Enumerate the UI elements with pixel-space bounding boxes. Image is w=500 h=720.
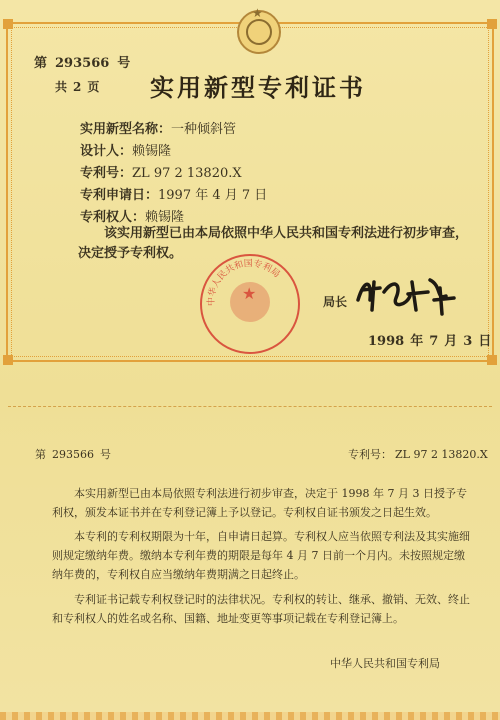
- certificate-title: 实用新型专利证书: [150, 73, 366, 102]
- date-year: 1998: [368, 334, 405, 349]
- national-emblem-icon: [237, 10, 281, 54]
- notice-patent-number: [348, 446, 491, 462]
- corner-ornament: [3, 19, 13, 29]
- seal-star-icon: ★: [242, 284, 257, 303]
- notice-paragraph: 专利证书记载专利权登记时的法律状况。专利权的转让、继承、撤销、无效、终止和专利权人的姓名或名称、国籍、地址变更等事项记载在专利登记簿上。: [52, 593, 470, 625]
- field-designer: [80, 140, 171, 159]
- grant-date: [368, 330, 497, 349]
- notice-paragraph: 本专利的专利权期限为十年，自申请日起算。专利权人应当依照专利法及其实施细则规定缴纳年费。缴纳本专利年费的期限是每年 4 月 7 日前一个月内。未按照规定缴纳年费的，专利权自应当缴纳年费期满之日起终止。: [52, 530, 470, 581]
- director-signature: [350, 270, 460, 320]
- field-label: 设计人：: [80, 144, 133, 159]
- issuing-authority: 中华人民共和国专利局: [330, 657, 440, 670]
- patent-value: ZL 97 2 13820.X: [395, 448, 488, 461]
- page-count-prefix: 共: [55, 80, 68, 94]
- certificate-number: [34, 52, 138, 71]
- field-value: 赖锡隆: [145, 210, 185, 225]
- corner-ornament: [487, 355, 497, 365]
- grant-statement: 该实用新型已由本局依照中华人民共和国专利法进行初步审查，决定授予专利权。: [78, 226, 469, 261]
- field-label: 实用新型名称：: [80, 122, 172, 137]
- number-value: 293566: [55, 56, 110, 71]
- number-value: 293566: [52, 448, 94, 461]
- field-value: ZL 97 2 13820.X: [132, 166, 242, 181]
- corner-ornament: [3, 355, 13, 365]
- corner-ornament: [487, 19, 497, 29]
- date-month-unit: 月: [444, 334, 458, 349]
- date-month: 7: [429, 334, 439, 349]
- date-day: 3: [463, 334, 473, 349]
- number-suffix: 号: [100, 448, 111, 461]
- notice-number: [35, 446, 117, 462]
- field-value: 1997 年 4 月 7 日: [158, 188, 268, 203]
- number-prefix: 第: [34, 56, 48, 71]
- field-value: 赖锡隆: [132, 144, 172, 159]
- page-count-suffix: 页: [87, 80, 100, 94]
- page-count-value: 2: [73, 80, 82, 94]
- number-prefix: 第: [35, 448, 46, 461]
- field-label: 专利号：: [80, 166, 133, 181]
- date-year-unit: 年: [410, 334, 424, 349]
- notice-paragraph: 本实用新型已由本局依照专利法进行初步审查，决定于 1998 年 7 月 3 日授予专利权，颁发本证书并在专利登记簿上予以登记。专利权自证书颁发之日起生效。: [52, 487, 467, 519]
- director-label: 局长: [323, 295, 348, 309]
- bottom-border-ornament: [0, 712, 500, 720]
- patent-label: 专利号：: [348, 448, 392, 461]
- official-seal: [200, 254, 300, 354]
- seal-text: 中华人民共和国专利局: [206, 259, 282, 307]
- field-application-date: [80, 184, 267, 203]
- page-divider: [8, 406, 492, 407]
- field-patent-number: [80, 162, 242, 181]
- date-day-unit: 日: [478, 334, 492, 349]
- field-label: 专利权人：: [80, 210, 146, 225]
- field-utility-model-name: [80, 118, 236, 137]
- field-value: 一种倾斜管: [171, 122, 237, 137]
- number-suffix: 号: [117, 56, 131, 71]
- page-count: [55, 78, 105, 95]
- field-patentee: [80, 206, 184, 225]
- field-label: 专利申请日：: [80, 188, 159, 203]
